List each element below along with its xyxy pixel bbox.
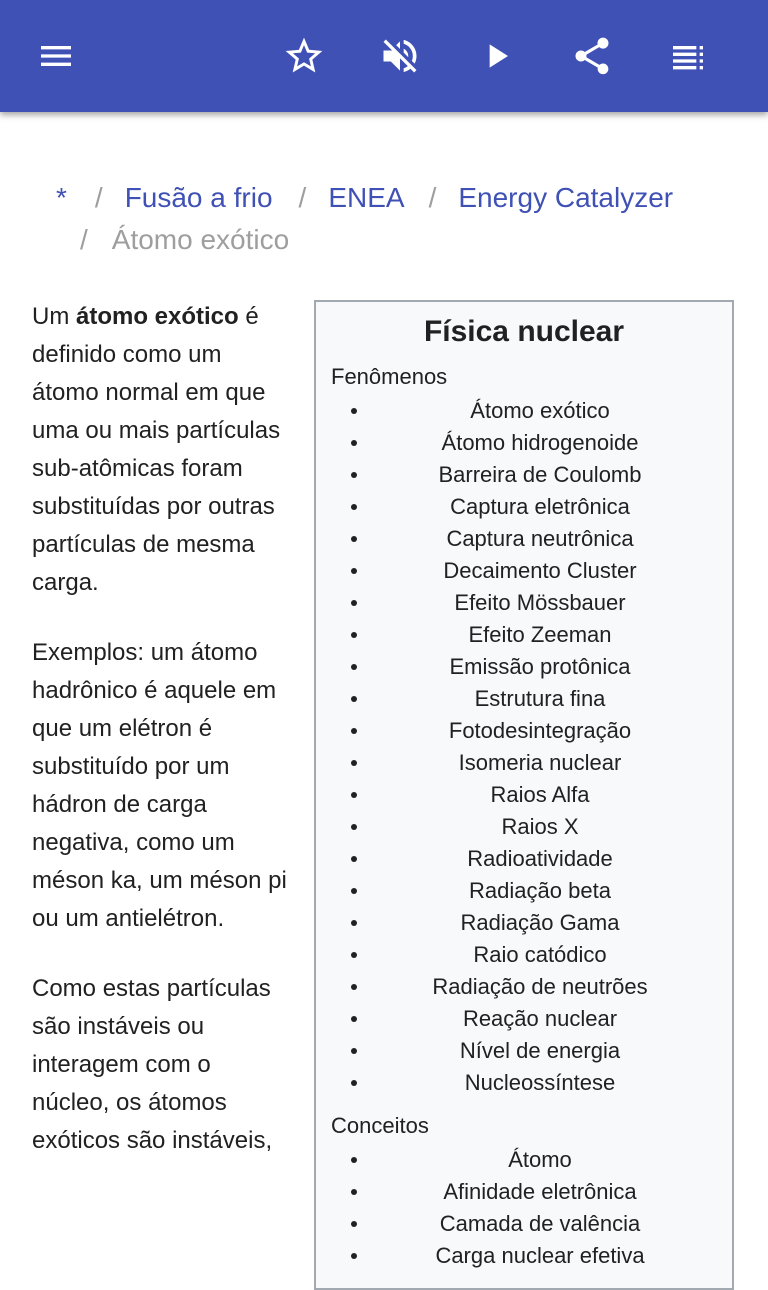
- breadcrumb-separator: /: [80, 224, 88, 255]
- favorite-button[interactable]: [276, 28, 332, 84]
- breadcrumb-separator: /: [428, 182, 437, 213]
- list-item[interactable]: Radioatividade: [316, 843, 732, 875]
- breadcrumb-link-home[interactable]: *: [56, 182, 67, 213]
- list-item[interactable]: Nucleossíntese: [316, 1067, 732, 1099]
- list-item[interactable]: Átomo hidrogenoide: [316, 427, 732, 459]
- article-term: átomo exótico: [76, 303, 239, 330]
- playlist-button[interactable]: [660, 28, 716, 84]
- list-item[interactable]: Camada de valência: [316, 1208, 732, 1240]
- list-item[interactable]: Reação nuclear: [316, 1003, 732, 1035]
- infobox-fisica-nuclear: [314, 300, 734, 1290]
- list-item[interactable]: Emissão protônica: [316, 651, 732, 683]
- breadcrumb-link-energy-catalyzer[interactable]: Energy Catalyzer: [458, 182, 674, 213]
- infobox-section-heading: Conceitos: [331, 1113, 429, 1138]
- list-item[interactable]: Captura eletrônica: [316, 491, 732, 523]
- hamburger-menu-icon: [36, 36, 76, 76]
- breadcrumb-separator: /: [94, 182, 103, 213]
- list-item[interactable]: Raios Alfa: [316, 779, 732, 811]
- play-icon: [478, 36, 518, 76]
- list-item[interactable]: Carga nuclear efetiva: [316, 1240, 732, 1272]
- list-item[interactable]: Efeito Zeeman: [316, 619, 732, 651]
- list-item[interactable]: Decaimento Cluster: [316, 555, 732, 587]
- share-button[interactable]: [564, 28, 620, 84]
- volume-off-icon: [378, 34, 422, 78]
- mute-button[interactable]: [372, 28, 428, 84]
- list-item[interactable]: Estrutura fina: [316, 683, 732, 715]
- article-paragraph-2: Exemplos: um átomo hadrônico é aquele em que um elétron é substituído por um hádron de carga negativa, como um méson ka, um méson pi ou um antielétron.: [32, 639, 287, 932]
- play-button[interactable]: [470, 28, 526, 84]
- list-item[interactable]: Átomo: [316, 1144, 732, 1176]
- list-item[interactable]: Barreira de Coulomb: [316, 459, 732, 491]
- infobox-list-fenomenos: [316, 395, 732, 1099]
- list-item[interactable]: Fotodesintegração: [316, 715, 732, 747]
- infobox-section-heading: Fenômenos: [331, 364, 448, 389]
- breadcrumb-current: Átomo exótico: [111, 224, 290, 255]
- menu-button[interactable]: [28, 28, 84, 84]
- star-outline-icon: [282, 34, 326, 78]
- list-item[interactable]: Captura neutrônica: [316, 523, 732, 555]
- infobox-title: Física nuclear: [423, 315, 625, 348]
- list-item[interactable]: Afinidade eletrônica: [316, 1176, 732, 1208]
- playlist-icon: [668, 36, 708, 76]
- share-icon: [570, 34, 614, 78]
- list-item[interactable]: Nível de energia: [316, 1035, 732, 1067]
- list-item[interactable]: Átomo exótico: [316, 395, 732, 427]
- article-paragraph-1: Um átomo exótico é definido como um átomo normal em que uma ou mais partículas sub-atômicas foram substituídas por outras partículas de mesma carga.: [32, 303, 281, 596]
- article-paragraph-3: Como estas partículas são instáveis ou interagem com o núcleo, os átomos exóticos são instáveis,: [32, 975, 273, 1154]
- list-item[interactable]: Radiação de neutrões: [316, 971, 732, 1003]
- infobox-list-conceitos: [316, 1144, 732, 1272]
- breadcrumb-separator: /: [298, 182, 307, 213]
- app-bar: [0, 0, 768, 112]
- list-item[interactable]: Radiação Gama: [316, 907, 732, 939]
- breadcrumb-link-enea[interactable]: ENEA: [328, 182, 405, 213]
- breadcrumb-link-fusao-a-frio[interactable]: Fusão a frio: [124, 182, 273, 213]
- list-item[interactable]: Raios X: [316, 811, 732, 843]
- list-item[interactable]: Efeito Mössbauer: [316, 587, 732, 619]
- list-item[interactable]: Isomeria nuclear: [316, 747, 732, 779]
- list-item[interactable]: Radiação beta: [316, 875, 732, 907]
- list-item[interactable]: Raio catódico: [316, 939, 732, 971]
- article-body: [32, 298, 294, 1192]
